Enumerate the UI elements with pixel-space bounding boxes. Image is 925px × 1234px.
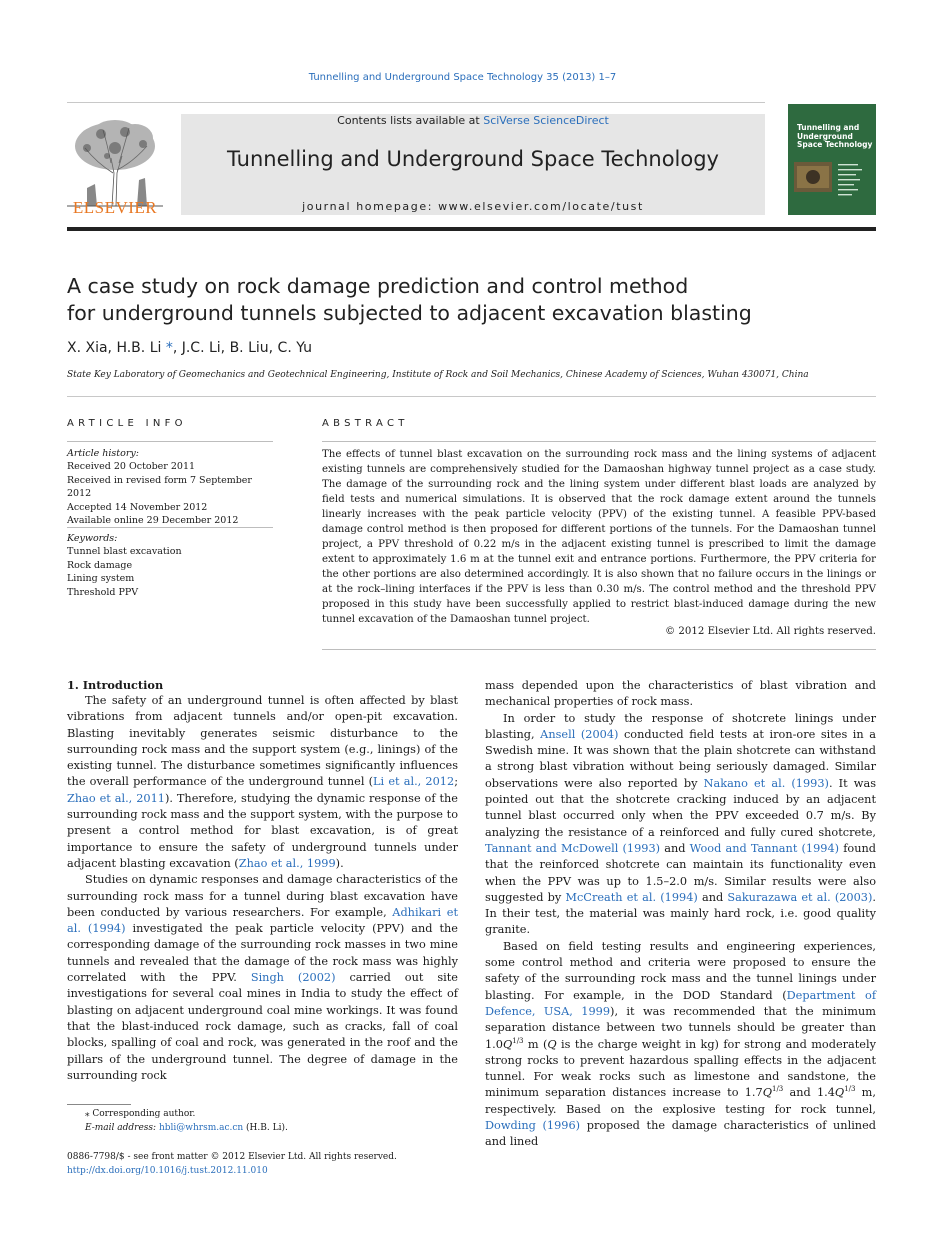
intro-paragraph-2 — [67, 872, 458, 1084]
info-rule-2 — [67, 527, 273, 528]
doi-link[interactable]: http://dx.doi.org/10.1016/j.tust.2012.11.010 — [67, 1166, 268, 1176]
affiliation: State Key Laboratory of Geomechanics and Geotechnical Engineering, Institute of Rock and Soil Mechanics, Chinese Academy of Sciences, Wuhan 430071, China — [67, 370, 809, 380]
contents-line — [181, 114, 765, 127]
corresponding-author-mark[interactable]: * — [165, 340, 173, 356]
footnote-star: ⁎ — [85, 1109, 90, 1119]
citation-link[interactable]: Ansell (2004) — [540, 727, 619, 741]
author-list — [67, 340, 312, 356]
keywords-label: Keywords: — [67, 533, 118, 544]
text-run: and — [697, 890, 728, 904]
citation-link[interactable]: Adhikari et al. (1994) — [67, 905, 458, 936]
journal-reference[interactable]: Tunnelling and Underground Space Technology 35 (2013) 1–7 — [308, 72, 617, 83]
citation-link[interactable]: Dowding (1996) — [485, 1119, 581, 1133]
title-line-2: for underground tunnels subjected to adjacent excavation blasting — [67, 301, 752, 325]
history-label: Article history: — [67, 448, 139, 459]
journal-title: Tunnelling and Underground Space Technology — [227, 147, 719, 171]
article-info-heading: ARTICLE INFO — [67, 418, 187, 429]
text-run: . It was pointed out that the shotcrete cracking induced by an adjacent tunnel blast occurred only when the PPV exceeded 0.7 m/s. By analyzing the resistance of a reinforced and fully cured shotcrete, — [485, 776, 876, 839]
text-run: . In their test, the material was mainly hard rock, i.e. good quality granite. — [485, 890, 876, 937]
text-run: investigated the peak particle velocity (PPV) and the corresponding damage of the surrounding rock masses in two mine tunnels and revealed that the damage of the rock mass was highly correlated with the PPV. — [67, 922, 458, 985]
citation-link[interactable]: Singh (2002) — [250, 971, 336, 985]
contents-prefix: Contents lists available at — [337, 114, 484, 127]
keyword-item: Rock damage — [67, 559, 133, 571]
cover-photo-icon — [794, 162, 870, 206]
keyword-item: Threshold PPV — [67, 586, 139, 598]
body-column-right — [485, 678, 876, 1151]
issn-block — [67, 1150, 467, 1178]
body-column-left — [67, 693, 458, 1084]
footnote-text: Corresponding author. — [89, 1109, 196, 1119]
sciencedirect-link[interactable]: SciVerse ScienceDirect — [483, 114, 609, 127]
math-q: Q — [834, 1086, 845, 1100]
article-title — [67, 273, 867, 327]
text-run: m ( — [523, 1037, 548, 1051]
intro-paragraph-2-continued: mass depended upon the characteristics of blast vibration and mechanical properties of rock mass. — [485, 679, 876, 709]
math-exponent: 1/3 — [771, 1085, 784, 1094]
text-run: ). Therefore, studying the dynamic response of the surrounding rock mass and the support system, with the purpose to present a control method for blast excavation, is of great importance to ensure the safety of underground tunnels under adjacent blasting excavation ( — [67, 791, 458, 870]
text-run: ), it was recommended that the minimum separation distance between two tunnels should be greater than 1.0 — [485, 1004, 876, 1051]
text-run: and 1.4 — [783, 1086, 835, 1100]
text-run: ; — [454, 775, 458, 789]
text-run: Based on field testing results and engineering experiences, some control method and criteria were proposed to ensure the safety of the surrounding rock mass and the tunnel linings under blasting. For example, in the DOD Standard ( — [485, 939, 876, 1002]
footnote-rule — [67, 1104, 131, 1105]
keyword-item: Tunnel blast excavation — [67, 546, 182, 558]
citation-link[interactable]: Sakurazawa et al. (2003) — [727, 890, 873, 904]
footnote-email — [67, 1121, 457, 1135]
text-run: conducted field tests at iron-ore sites in a Swedish mine. It was shown that the plain shotcrete can withstand a strong blast vibration without being seriously damaged. Similar observations were also reported by — [485, 727, 876, 790]
math-q: Q — [762, 1086, 772, 1100]
history-revised: Received in revised form 7 September 2012 — [67, 474, 252, 500]
text-run: m, respectively. Based on the explosive testing for rock tunnel, — [485, 1086, 876, 1116]
abstract-copyright: © 2012 Elsevier Ltd. All rights reserved. — [664, 626, 876, 637]
cover-title: Tunnelling and Underground Space Technology — [797, 123, 873, 149]
article-history — [67, 447, 277, 527]
text-run: The safety of an underground tunnel is often affected by blast vibrations from adjacent tunnels and/or open-pit excavation. Blasting inevitably generates seismic disturbance to the surrounding rock mass and the support system (e.g., linings) of the existing tunnel. The disturbance sometimes significantly influences the overall performance of the underground tunnel ( — [67, 694, 458, 789]
text-run: and — [660, 841, 690, 855]
abstract-rule-2 — [322, 649, 876, 650]
math-q: Q — [547, 1037, 557, 1051]
header-rule — [67, 102, 765, 103]
intro-paragraph-1 — [67, 693, 458, 872]
issn-line: 0886-7798/$ - see front matter © 2012 Elsevier Ltd. All rights reserved. — [67, 1152, 397, 1162]
history-accepted: Accepted 14 November 2012 — [67, 501, 208, 513]
journal-homepage[interactable]: journal homepage: www.elsevier.com/locate/tust — [302, 200, 644, 213]
citation-link[interactable]: Wood and Tannant (1994) — [689, 841, 840, 855]
text-run: carried out site investigations for several coal mines in India to study the effect of blasting on adjacent underground coal mine workings. It was found that the blast-induced rock damage, such as cracks, fall of coal blocks, spalling of coal and rock, was generated in the roof and the pillars of the underground tunnel. The degree of damage in the surrounding rock — [67, 971, 458, 1082]
citation-link[interactable]: Department of Defence, USA, 1999 — [485, 988, 877, 1018]
abstract-rule-1 — [322, 441, 876, 442]
intro-paragraph-4 — [485, 939, 876, 1151]
footnotes — [67, 1107, 457, 1135]
text-run: is the charge weight in kg) for strong and moderately strong rocks to prevent hazardous spalling effects in the adjacent tunnel. For weak rocks such as limestone and sandstone, the minimum separation distances increase to 1.7 — [485, 1037, 876, 1100]
journal-cover[interactable] — [788, 104, 876, 215]
keywords — [67, 532, 277, 599]
history-online: Available online 29 December 2012 — [67, 515, 239, 527]
email-owner: (H.B. Li). — [243, 1123, 288, 1133]
abstract-text: The effects of tunnel blast excavation on the surrounding rock mass and the lining systems of adjacent existing tunnels are comprehensively studied for the Damaoshan highway tunnel project as a case study. The damage of the surrounding rock and the lining system under different blast loads are analyzed by field tests and numerical simulations. It is observed that the rock damage extent around the tunnels linearly increases with the peak particle velocity (PPV) of the existing tunnel. A feasible PPV-based damage control method is then proposed for different portions of the tunnels. For the Damaoshan tunnel project, a PPV threshold of 0.22 m/s in the adjacent existing tunnel is prescribed to limit the damage extent to approximately 1.6 m at the tunnel exit and entrance portions. Furthermore, the PPV criteria for the other portions are also determined accordingly. It is also shown that no failure occurs in the linings or at the rock–lining interfaces if the PPV is less than 0.30 m/s. The control method and the threshold PPV proposed in this study have been successfully applied to restrict blast-induced damage during the new tunnel excavation of the Damaoshan tunnel project. — [322, 449, 876, 625]
citation-link[interactable]: McCreath et al. (1994) — [565, 890, 698, 904]
text-run: ). — [335, 856, 344, 870]
info-rule-1 — [67, 441, 273, 442]
title-line-1: A case study on rock damage prediction and control method — [67, 274, 689, 298]
header-thick-rule — [67, 227, 876, 231]
footnote-corresponding — [67, 1107, 457, 1121]
citation-link[interactable]: Zhao et al., 1999 — [238, 856, 336, 870]
section-heading-introduction: 1. Introduction — [67, 678, 164, 692]
math-exponent: 1/3 — [512, 1036, 524, 1045]
abstract-heading: ABSTRACT — [322, 418, 409, 429]
authors-part-2: , J.C. Li, B. Liu, C. Yu — [172, 340, 313, 356]
email-link[interactable]: hbli@whrsm.ac.cn — [158, 1123, 244, 1133]
text-run: found that the reinforced shotcrete can maintain its functionality even when the PPV was up to 1.5–2.0 m/s. Similar results were also suggested by — [485, 841, 876, 904]
text-run: In order to study the response of shotcrete linings under blasting, — [485, 711, 876, 741]
affiliation-rule — [67, 396, 876, 397]
citation-link[interactable]: Nakano et al. (1993) — [703, 776, 829, 790]
math-q: Q — [502, 1037, 513, 1051]
citation-link[interactable]: Zhao et al., 2011 — [67, 791, 165, 805]
math-exponent: 1/3 — [844, 1085, 856, 1094]
text-run: proposed the damage characteristics of unlined and lined — [485, 1119, 876, 1149]
publisher-name: ELSEVIER — [72, 198, 158, 217]
text-run: Studies on dynamic responses and damage characteristics of the surrounding rock mass for a tunnel during blast excavation have been conducted by various researchers. For example, — [67, 873, 458, 919]
history-received: Received 20 October 2011 — [67, 461, 196, 473]
keyword-item: Lining system — [67, 573, 135, 585]
authors-part-1: X. Xia, H.B. Li — [67, 340, 166, 356]
citation-link[interactable]: Li et al., 2012 — [373, 775, 455, 789]
email-label: E-mail address: — [85, 1123, 159, 1133]
citation-link[interactable]: Tannant and McDowell (1993) — [485, 841, 661, 855]
intro-paragraph-3 — [485, 711, 876, 939]
